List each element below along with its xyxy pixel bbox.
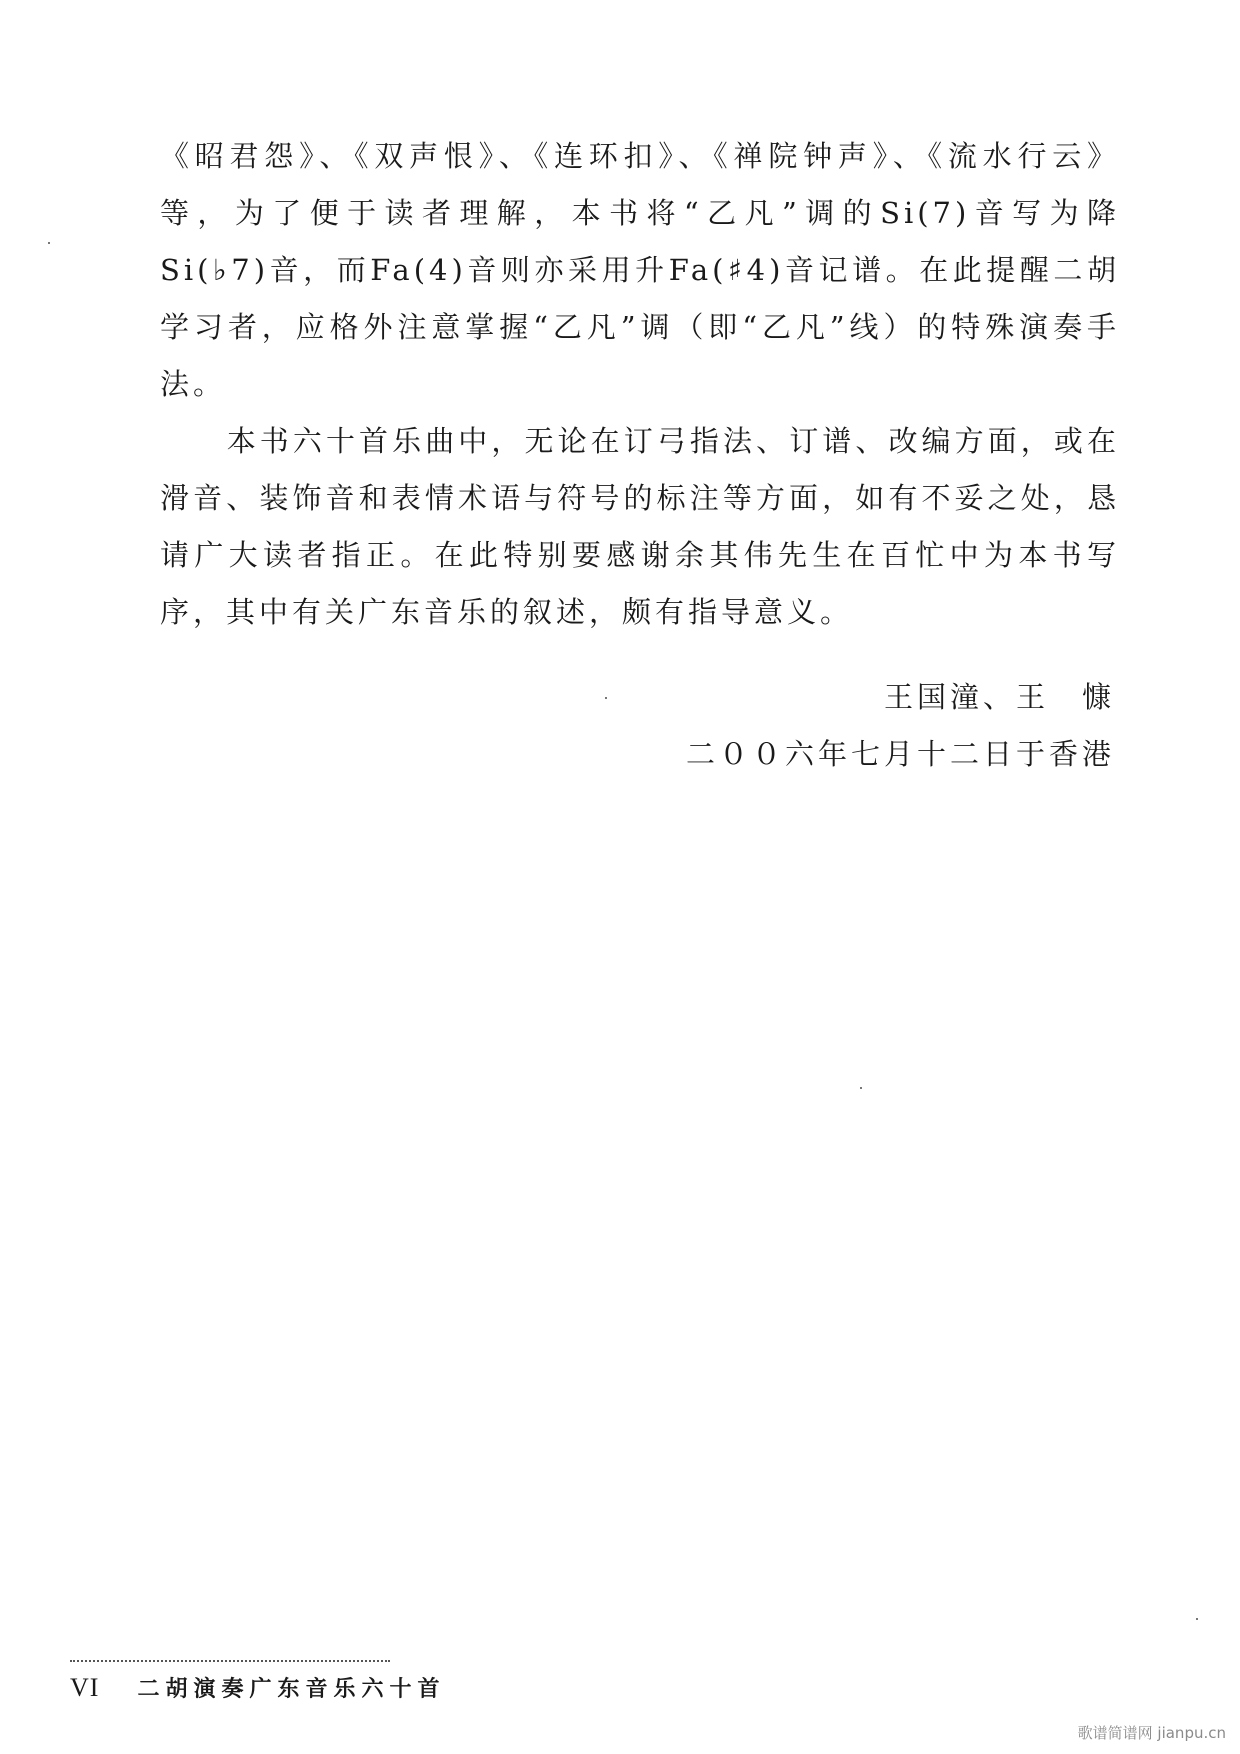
scan-speck xyxy=(1196,1618,1198,1620)
signature-authors: 王国潼、王 慷 xyxy=(883,680,1115,714)
scan-speck xyxy=(860,1087,862,1089)
signature-block xyxy=(686,669,1115,783)
page-footer xyxy=(70,1672,445,1703)
signature-date: 二００六年七月十二日于香港 xyxy=(685,737,1115,771)
watermark: 歌谱简谱网 jianpu.cn xyxy=(1077,1724,1226,1742)
paragraph-2: 本书六十首乐曲中，无论在订弓指法、订谱、改编方面，或在滑音、装饰音和表情术语与符号的标注等方面，如有不妥之处，恳请广大读者指正。在此特别要感谢余其伟先生在百忙中为本书写序，其中有关广东音乐的叙述，颇有指导意义。 xyxy=(160,424,1120,629)
scan-speck xyxy=(605,697,607,699)
page-number: VI xyxy=(70,1673,100,1702)
running-title: 二胡演奏广东音乐六十首 xyxy=(137,1676,446,1702)
paragraph-1: 《昭君怨》、《双声恨》、《连环扣》、《禅院钟声》、《流水行云》等，为了便于读者理解，本书将“乙凡”调的Si(7)音写为降Si(♭7)音，而Fa(4)音则亦采用升Fa(♯4)音记谱。在此提醒二胡学习者，应格外注意掌握“乙凡”调（即“乙凡”线）的特殊演奏手法。 xyxy=(160,139,1120,401)
scan-speck xyxy=(48,242,50,244)
body-text xyxy=(160,128,1120,641)
footer-divider xyxy=(70,1660,390,1662)
